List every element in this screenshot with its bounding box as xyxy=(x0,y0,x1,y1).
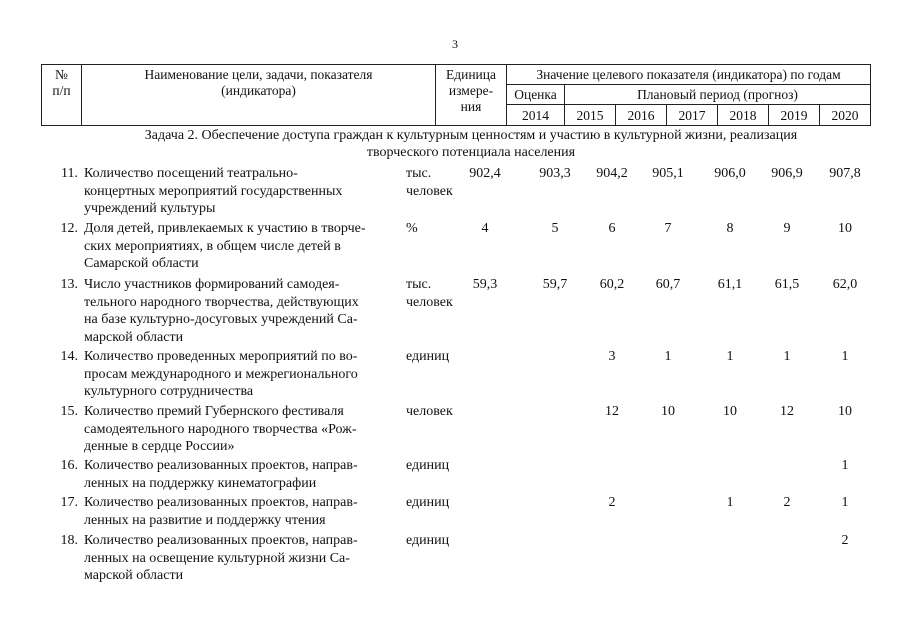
header-col-name: Наименование цели, задачи, показателя (индикатора) xyxy=(81,64,436,126)
year-value-2019: 9 xyxy=(783,221,791,236)
year-value-2015: 59,7 xyxy=(542,277,568,292)
row-number: 12. xyxy=(60,221,78,236)
year-value-2020: 1 xyxy=(841,458,849,473)
row-number: 11. xyxy=(61,166,78,181)
year-value-2020: 10 xyxy=(838,221,852,236)
year-value-2019: 1 xyxy=(783,349,791,364)
indicator-name: Количество посещений театрально- концертных мероприятий государственных учреждений культуры xyxy=(84,166,343,216)
indicator-name: Количество премий Губернского фестиваля самодеятельного народного творчества «Рож- денные в сердце России» xyxy=(84,404,357,454)
unit-of-measure: единиц xyxy=(406,349,450,364)
header-col-values: Значение целевого показателя (индикатора) по годам xyxy=(506,64,871,85)
year-value-2020: 10 xyxy=(838,404,852,419)
row-number: 13. xyxy=(60,277,78,292)
year-value-2017: 60,7 xyxy=(655,277,681,292)
year-value-2015: 5 xyxy=(551,221,559,236)
page-number: 3 xyxy=(452,37,458,51)
year-value-2016: 904,2 xyxy=(596,166,628,181)
year-value-2014: 902,4 xyxy=(469,166,501,181)
year-value-2019: 906,9 xyxy=(771,166,803,181)
indicator-name: Число участников формирований самодея- тельного народного творчества, действующих на базе культурно-досуговых учреждений Са- марской области xyxy=(84,277,359,345)
year-value-2019: 12 xyxy=(780,404,794,419)
header-year: 2016 xyxy=(615,104,667,126)
year-value-2018: 1 xyxy=(726,495,734,510)
unit-of-measure: человек xyxy=(406,404,453,419)
row-number: 15. xyxy=(60,404,78,419)
year-value-2014: 4 xyxy=(481,221,489,236)
year-value-2018: 61,1 xyxy=(717,277,743,292)
header-year: 2019 xyxy=(768,104,820,126)
year-value-2019: 61,5 xyxy=(774,277,800,292)
year-value-2016: 12 xyxy=(605,404,619,419)
header-col-num: № п/п xyxy=(41,64,82,126)
row-number: 18. xyxy=(60,533,78,548)
task-title: Задача 2. Обеспечение доступа граждан к культурным ценностям и участию в культурной жизни, реализация творческого потенциала населения xyxy=(144,128,798,160)
indicator-name: Количество проведенных мероприятий по во- просам международного и межрегионального культурного сотрудничества xyxy=(84,349,358,399)
header-col-unit: Единица измере- ния xyxy=(435,64,507,126)
header-year: 2020 xyxy=(819,104,871,126)
indicator-name: Количество реализованных проектов, направ- ленных на развитие и поддержку чтения xyxy=(84,495,358,528)
unit-of-measure: единиц xyxy=(406,458,450,473)
row-number: 16. xyxy=(60,458,78,473)
header-year: 2015 xyxy=(564,104,616,126)
unit-of-measure: единиц xyxy=(406,533,450,548)
year-value-2016: 3 xyxy=(608,349,616,364)
year-value-2019: 2 xyxy=(783,495,791,510)
table-header xyxy=(41,64,871,126)
year-value-2018: 8 xyxy=(726,221,734,236)
indicator-name: Количество реализованных проектов, направ- ленных на освещение культурной жизни Са- марской области xyxy=(84,533,358,583)
header-year: 2014 xyxy=(506,104,565,126)
year-value-2020: 1 xyxy=(841,495,849,510)
year-value-2018: 10 xyxy=(723,404,737,419)
year-value-2017: 1 xyxy=(664,349,672,364)
year-value-2017: 10 xyxy=(661,404,675,419)
year-value-2014: 59,3 xyxy=(472,277,498,292)
unit-of-measure: % xyxy=(406,221,418,236)
year-value-2017: 7 xyxy=(664,221,672,236)
header-col-estimate: Оценка xyxy=(506,84,565,105)
unit-of-measure: единиц xyxy=(406,495,450,510)
row-number: 14. xyxy=(60,349,78,364)
year-value-2015: 903,3 xyxy=(539,166,571,181)
year-value-2016: 2 xyxy=(608,495,616,510)
year-value-2016: 60,2 xyxy=(599,277,625,292)
year-value-2017: 905,1 xyxy=(652,166,684,181)
indicator-name: Доля детей, привлекаемых к участию в творче- ских мероприятиях, в общем числе детей в Самарской области xyxy=(84,221,366,271)
header-year: 2018 xyxy=(717,104,769,126)
year-value-2020: 1 xyxy=(841,349,849,364)
unit-of-measure: тыс. человек xyxy=(406,166,453,199)
header-col-plan: Плановый период (прогноз) xyxy=(564,84,871,105)
year-value-2020: 62,0 xyxy=(832,277,858,292)
row-number: 17. xyxy=(60,495,78,510)
year-value-2018: 906,0 xyxy=(714,166,746,181)
year-value-2016: 6 xyxy=(608,221,616,236)
indicator-name: Количество реализованных проектов, направ- ленных на поддержку кинематографии xyxy=(84,458,358,491)
year-value-2020: 2 xyxy=(841,533,849,548)
unit-of-measure: тыс. человек xyxy=(406,277,453,310)
year-value-2020: 907,8 xyxy=(829,166,861,181)
header-year: 2017 xyxy=(666,104,718,126)
year-value-2018: 1 xyxy=(726,349,734,364)
